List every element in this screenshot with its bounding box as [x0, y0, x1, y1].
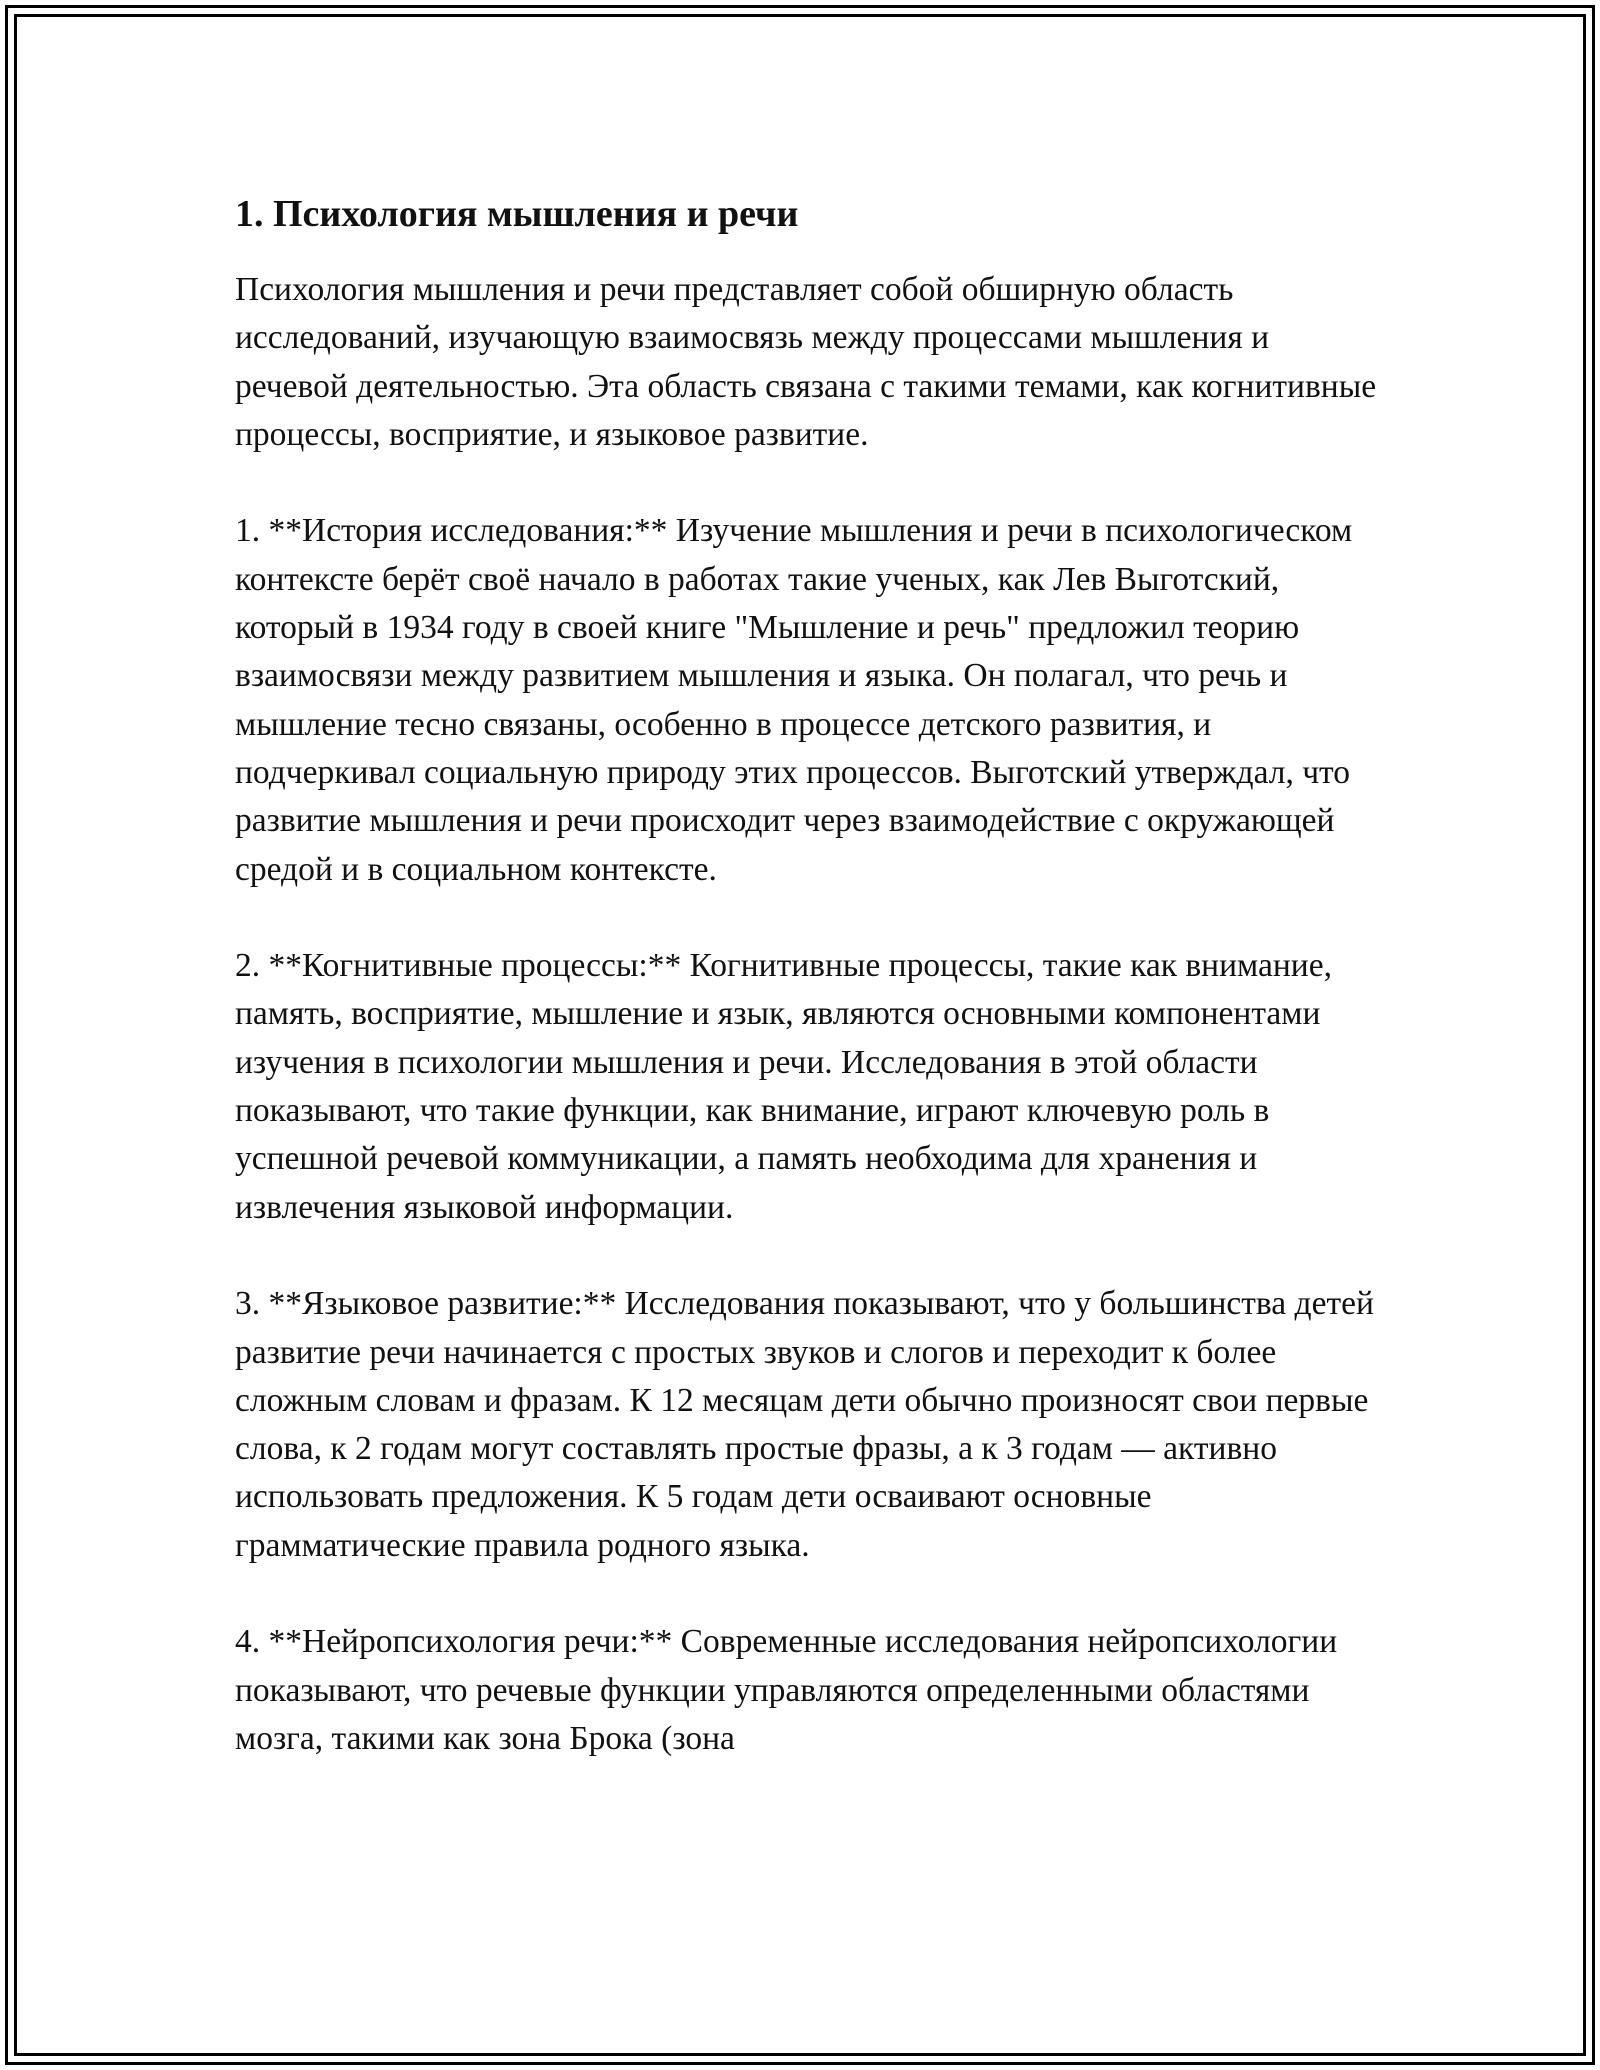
paragraph-neuropsychology: 4. **Нейропсихология речи:** Современные исследования нейропсихологии показывают, что речевые функции управляются определенными областями мозга, такими как зона Брока (зона: [235, 1623, 1338, 1757]
paragraph-cognitive-processes: 2. **Когнитивные процессы:** Когнитивные процессы, такие как внимание, память, восприятие, мышление и язык, являются основными компонентами изучения в психологии мышления и речи. Исследования в этой области показывают, что такие функции, как внимание, играют ключевую роль в успешной речевой коммуникации, а память необходима для хранения и извлечения языковой информации.: [235, 947, 1332, 1226]
paragraph-language-development: 3. **Языковое развитие:** Исследования показывают, что у большинства детей развитие речи начинается с простых звуков и слогов и переходит к более сложным словам и фразам. К 12 месяцам дети обычно произносят свои первые слова, к 2 годам могут составлять простые фразы, а к 3 годам — активно использовать предложения. К 5 годам дети осваивают основные грамматические правила родного языка.: [235, 1285, 1374, 1564]
paragraph-history: 1. **История исследования:** Изучение мышления и речи в психологическом контексте берёт своё начало в работах такие ученых, как Лев Выготский, который в 1934 году в своей книге "Мышление и речь" предложил теорию взаимосвязи между развитием мышления и языка. Он полагал, что речь и мышление тесно связаны, особенно в процессе детского развития, и подчеркивал социальную природу этих процессов. Выготский утверждал, что развитие мышления и речи происходит через взаимодействие с окружающей средой и в социальном контексте.: [235, 512, 1353, 888]
document-body: [235, 190, 1385, 1812]
document-title: 1. Психология мышления и речи: [235, 193, 799, 235]
intro-paragraph: Психология мышления и речи представляет собой обширную область исследований, изучающую взаимосвязь между процессами мышления и речевой деятельностью. Эта область связана с такими темами, как когнитивные процессы, восприятие, и языковое развитие.: [235, 271, 1377, 453]
